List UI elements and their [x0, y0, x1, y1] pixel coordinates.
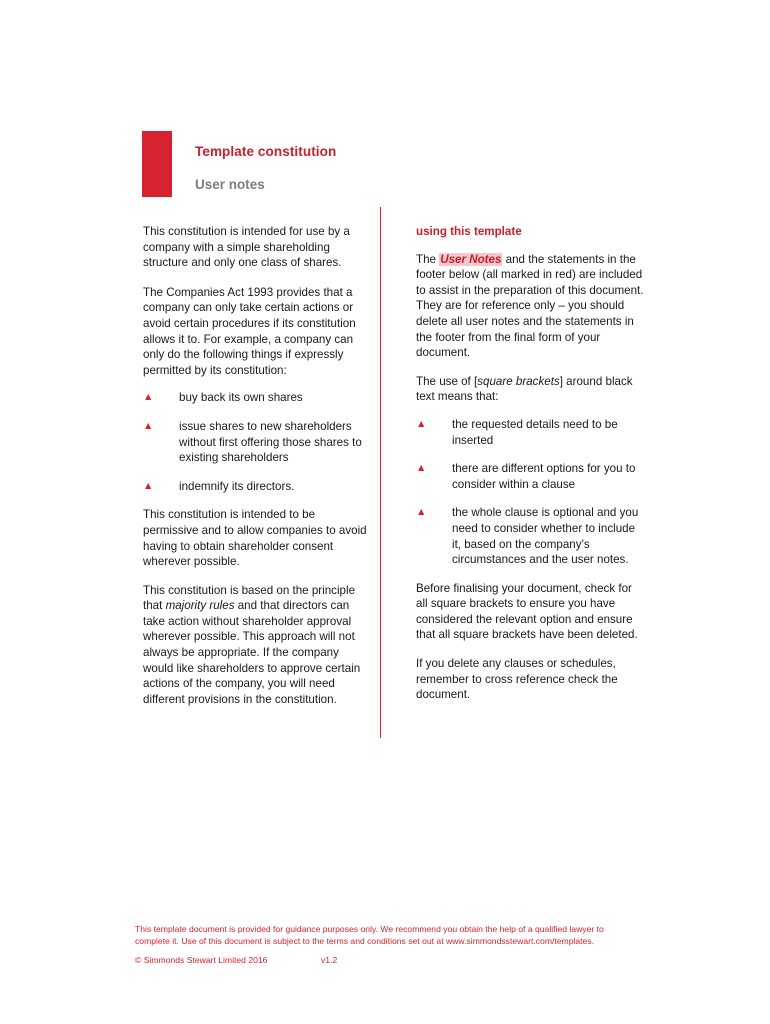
list-item: [143, 479, 368, 495]
copyright-notice: © Simmonds Stewart Limited 2016: [135, 955, 268, 965]
list-item: [143, 390, 368, 406]
paragraph-text: The: [416, 252, 440, 266]
triangle-bullet-icon: ▲: [416, 417, 427, 430]
user-notes-paragraph: [416, 252, 646, 361]
section-heading: using this template: [416, 225, 522, 238]
version-label: v1.2: [321, 955, 338, 965]
paragraph-text: ] around black text means that:: [416, 374, 633, 404]
document-subtitle: User notes: [195, 177, 265, 192]
permissive-paragraph: This constitution is intended to be permissive and to allow companies to avoid having to obtain shareholder consent wherever possible.: [143, 508, 367, 569]
left-column: [143, 224, 368, 707]
square-brackets-emphasis: square brackets: [477, 374, 560, 388]
paragraph-text: This constitution is based on the principle that: [143, 583, 356, 613]
triangle-bullet-icon: ▲: [143, 479, 154, 492]
square-brackets-paragraph: [416, 374, 646, 405]
triangle-bullet-icon: ▲: [143, 419, 154, 432]
document-title: Template constitution: [195, 144, 337, 159]
triangle-bullet-icon: ▲: [143, 391, 154, 404]
paragraph-text: The use of [: [416, 374, 478, 388]
bullet-text: buy back its own shares: [179, 391, 303, 405]
check-brackets-paragraph: Before finalising your document, check for all square brackets to ensure you have considered the relevant option and ensure that all square brackets have been deleted.: [416, 581, 638, 642]
bullet-text: indemnify its directors.: [179, 479, 295, 493]
companies-act-paragraph: The Companies Act 1993 provides that a company can only take certain actions or avoid certain procedures if its constitution allows it to. For example, a company can only do the following things if expressly permitted by its constitution:: [143, 285, 356, 377]
list-item: [416, 417, 646, 448]
right-column: [416, 224, 646, 703]
bullet-text: the whole clause is optional and you need to consider whether to include it, based on the company’s circumstances and the user notes.: [452, 506, 639, 567]
user-notes-highlight: User Notes: [440, 252, 502, 266]
list-item: [143, 419, 368, 466]
paragraph-text: and that directors can take action without shareholder approval wherever possible. This approach will not always be appropriate. If the company would like shareholders to approve certain actions of the company, you will need different provisions in the constitution.: [143, 599, 361, 706]
majority-rules-paragraph: [143, 583, 368, 708]
column-divider: [380, 207, 381, 738]
bullet-text: issue shares to new shareholders without first offering those shares to existing shareholders: [179, 419, 362, 465]
paragraph-text: and the statements in the footer below (all marked in red) are included to assist in the preparation of this document. They are for reference only – you should delete all user notes and the statements in the footer from the final form of your document.: [416, 252, 644, 360]
triangle-bullet-icon: ▲: [416, 506, 427, 519]
header-accent-block: [142, 131, 172, 197]
intro-paragraph: This constitution is intended for use by a company with a simple shareholding structure and only one class of shares.: [143, 225, 350, 270]
triangle-bullet-icon: ▲: [416, 462, 427, 475]
cross-reference-paragraph: If you delete any clauses or schedules, remember to cross reference check the document.: [416, 657, 618, 702]
footer-disclaimer: This template document is provided for guidance purposes only. We recommend you obtain the help of a qualified lawyer to complete it. Use of this document is subject to the terms and conditions set out at www.simmondsstewart.com/templates.: [135, 924, 604, 947]
bullet-text: the requested details need to be inserted: [452, 417, 618, 447]
majority-rules-emphasis: majority rules: [165, 599, 235, 613]
bullet-text: there are different options for you to consider within a clause: [452, 462, 636, 491]
list-item: [416, 461, 646, 492]
list-item: [416, 505, 646, 567]
